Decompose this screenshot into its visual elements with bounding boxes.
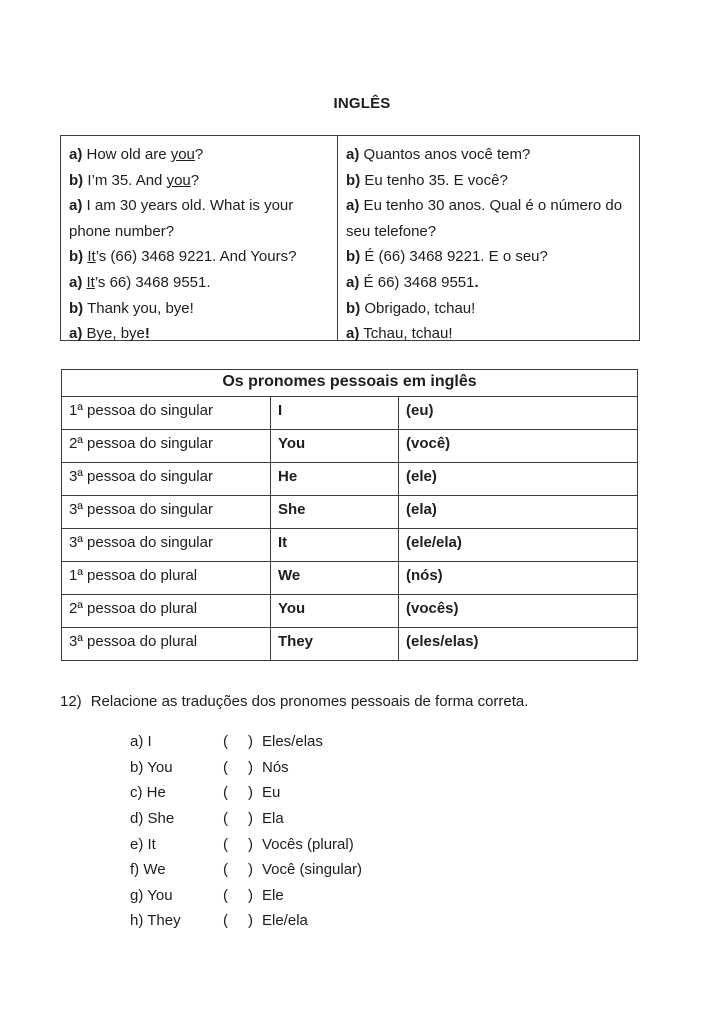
dialogue-portuguese-cell — [338, 136, 639, 343]
table-row — [62, 463, 638, 496]
text-segment: Quantos anos você tem? — [359, 146, 531, 163]
answer-blank-close-paren: ) — [248, 784, 253, 802]
text-segment: Thank you, bye! — [83, 299, 194, 317]
answer-blank-open-paren: ( — [223, 810, 228, 828]
text-segment: It — [86, 273, 95, 291]
dialogue-line — [69, 244, 329, 270]
text-segment: ! — [144, 325, 150, 343]
person-cell: 3ª pessoa do singular — [62, 463, 271, 496]
pronoun-cell: You — [271, 430, 399, 463]
text-segment: b) — [69, 171, 84, 189]
pronouns-table — [61, 369, 638, 661]
pronoun-cell: She — [271, 496, 399, 529]
dialogue-line — [69, 142, 329, 168]
answer-blank-close-paren: ) — [248, 835, 253, 853]
dialogue-line — [346, 193, 631, 244]
text-segment: It — [87, 248, 96, 266]
person-cell: 1ª pessoa do singular — [62, 397, 271, 430]
pronoun-cell: He — [271, 463, 399, 496]
dialogue-line — [69, 193, 329, 244]
answer-blank-close-paren: ) — [248, 912, 253, 930]
exercise-option: d) She — [130, 810, 175, 828]
translation-cell: (vocês) — [399, 595, 638, 628]
text-segment: you — [166, 171, 191, 189]
translation-cell: (ele) — [399, 463, 638, 496]
pronouns-table-title: Os pronomes pessoais em inglês — [62, 370, 638, 397]
exercise-translation: Você (singular) — [262, 861, 363, 879]
text-segment: ? — [194, 146, 204, 163]
answer-blank-open-paren: ( — [223, 758, 228, 776]
exercise-option: c) He — [130, 784, 166, 802]
table-row — [62, 529, 638, 562]
exercise-instruction: Relacione as traduções dos pronomes pessoais de forma correta. — [90, 693, 529, 710]
person-cell: 3ª pessoa do singular — [62, 529, 271, 562]
text-segment: ? — [190, 171, 200, 189]
translation-cell: (nós) — [399, 562, 638, 595]
dialogue-line — [346, 142, 631, 168]
dialogue-line — [346, 296, 631, 322]
text-segment: a) — [346, 273, 360, 291]
person-cell: 2ª pessoa do singular — [62, 430, 271, 463]
person-cell: 2ª pessoa do plural — [62, 595, 271, 628]
dialogue-line — [346, 321, 631, 347]
exercise-item — [130, 806, 362, 832]
text-segment: É 66) 3468 9551 — [359, 273, 475, 291]
table-row — [62, 496, 638, 529]
text-segment: Bye, bye — [82, 325, 145, 343]
answer-blank-close-paren: ) — [248, 810, 253, 828]
pronouns-table-header-row — [62, 370, 638, 397]
exercise-item — [130, 755, 362, 781]
answer-blank-close-paren: ) — [248, 733, 253, 751]
dialogue-line — [346, 244, 631, 270]
exercise-option: a) I — [130, 733, 152, 751]
translation-cell: (ele/ela) — [399, 529, 638, 562]
text-segment: Eu tenho 35. E você? — [360, 171, 508, 189]
translation-cell: (ela) — [399, 496, 638, 529]
table-row — [62, 595, 638, 628]
dialogue-line — [69, 270, 329, 296]
dialogue-english-cell — [61, 136, 338, 343]
translation-cell: (eu) — [399, 397, 638, 430]
person-cell: 3ª pessoa do plural — [62, 628, 271, 661]
exercise-translation: Eu — [262, 784, 281, 802]
exercise-option: h) They — [130, 912, 181, 930]
answer-blank-open-paren: ( — [223, 886, 228, 904]
text-segment: Tchau, tchau! — [359, 325, 453, 343]
answer-blank-open-paren: ( — [223, 733, 228, 751]
exercise-translation: Ela — [262, 810, 284, 828]
dialogue-table — [60, 135, 640, 341]
exercise-option: g) You — [130, 886, 173, 904]
answer-blank-close-paren: ) — [248, 861, 253, 879]
exercise-translation: Vocês (plural) — [262, 835, 354, 853]
exercise-item — [130, 883, 362, 909]
exercise-translation: Ele/ela — [262, 912, 308, 930]
exercise-option: b) You — [130, 758, 173, 776]
exercise-item — [130, 908, 362, 934]
page-title: INGLÊS — [333, 95, 391, 112]
text-segment: É (66) 3468 9221. E o seu? — [360, 248, 548, 266]
text-segment: a) — [346, 146, 360, 163]
table-row — [62, 628, 638, 661]
table-row — [62, 562, 638, 595]
answer-blank-open-paren: ( — [223, 784, 228, 802]
text-segment: b) — [346, 248, 361, 266]
translation-cell: (você) — [399, 430, 638, 463]
person-cell: 1ª pessoa do plural — [62, 562, 271, 595]
exercise-item — [130, 780, 362, 806]
text-segment: How old are — [82, 146, 171, 163]
text-segment: seu telefone? — [346, 222, 437, 240]
text-segment: b) — [69, 299, 84, 317]
dialogue-line — [346, 270, 631, 296]
exercise-option: f) We — [130, 861, 166, 879]
exercise-list — [130, 729, 362, 934]
text-segment: ’s 66) 3468 9551. — [94, 273, 211, 291]
text-segment: phone number? — [69, 222, 175, 240]
pronoun-cell: We — [271, 562, 399, 595]
text-segment: a) — [69, 273, 83, 291]
answer-blank-close-paren: ) — [248, 758, 253, 776]
dialogue-line — [69, 321, 329, 347]
text-segment: . — [474, 273, 479, 291]
exercise-translation: Nós — [262, 758, 289, 776]
exercise-translation: Ele — [262, 886, 284, 904]
exercise-heading — [60, 693, 528, 710]
table-row — [62, 430, 638, 463]
text-segment: I am 30 years old. What is your — [82, 197, 294, 215]
exercise-translation: Eles/elas — [262, 733, 323, 751]
text-segment: a) — [346, 325, 360, 343]
text-segment: I’m 35. And — [83, 171, 167, 189]
person-cell: 3ª pessoa do singular — [62, 496, 271, 529]
text-segment: a) — [69, 146, 83, 163]
dialogue-line — [346, 168, 631, 194]
answer-blank-open-paren: ( — [223, 861, 228, 879]
text-segment: Eu tenho 30 anos. Qual é o número do — [359, 197, 623, 215]
exercise-item — [130, 831, 362, 857]
dialogue-line — [69, 296, 329, 322]
dialogue-line — [69, 168, 329, 194]
pronoun-cell: You — [271, 595, 399, 628]
pronoun-cell: I — [271, 397, 399, 430]
text-segment: a) — [346, 197, 360, 215]
pronoun-cell: They — [271, 628, 399, 661]
translation-cell: (eles/elas) — [399, 628, 638, 661]
text-segment: you — [170, 146, 195, 163]
exercise-item — [130, 857, 362, 883]
pronoun-cell: It — [271, 529, 399, 562]
text-segment: a) — [69, 197, 83, 215]
table-row — [62, 397, 638, 430]
text-segment: b) — [346, 299, 361, 317]
answer-blank-close-paren: ) — [248, 886, 253, 904]
exercise-option: e) It — [130, 835, 156, 853]
answer-blank-open-paren: ( — [223, 835, 228, 853]
text-segment: ’s (66) 3468 9221. And Yours? — [95, 248, 297, 266]
text-segment: b) — [346, 171, 361, 189]
text-segment: b) — [69, 248, 84, 266]
text-segment: Obrigado, tchau! — [360, 299, 476, 317]
text-segment: a) — [69, 325, 83, 343]
exercise-number: 12) — [60, 693, 82, 710]
exercise-item — [130, 729, 362, 755]
answer-blank-open-paren: ( — [223, 912, 228, 930]
